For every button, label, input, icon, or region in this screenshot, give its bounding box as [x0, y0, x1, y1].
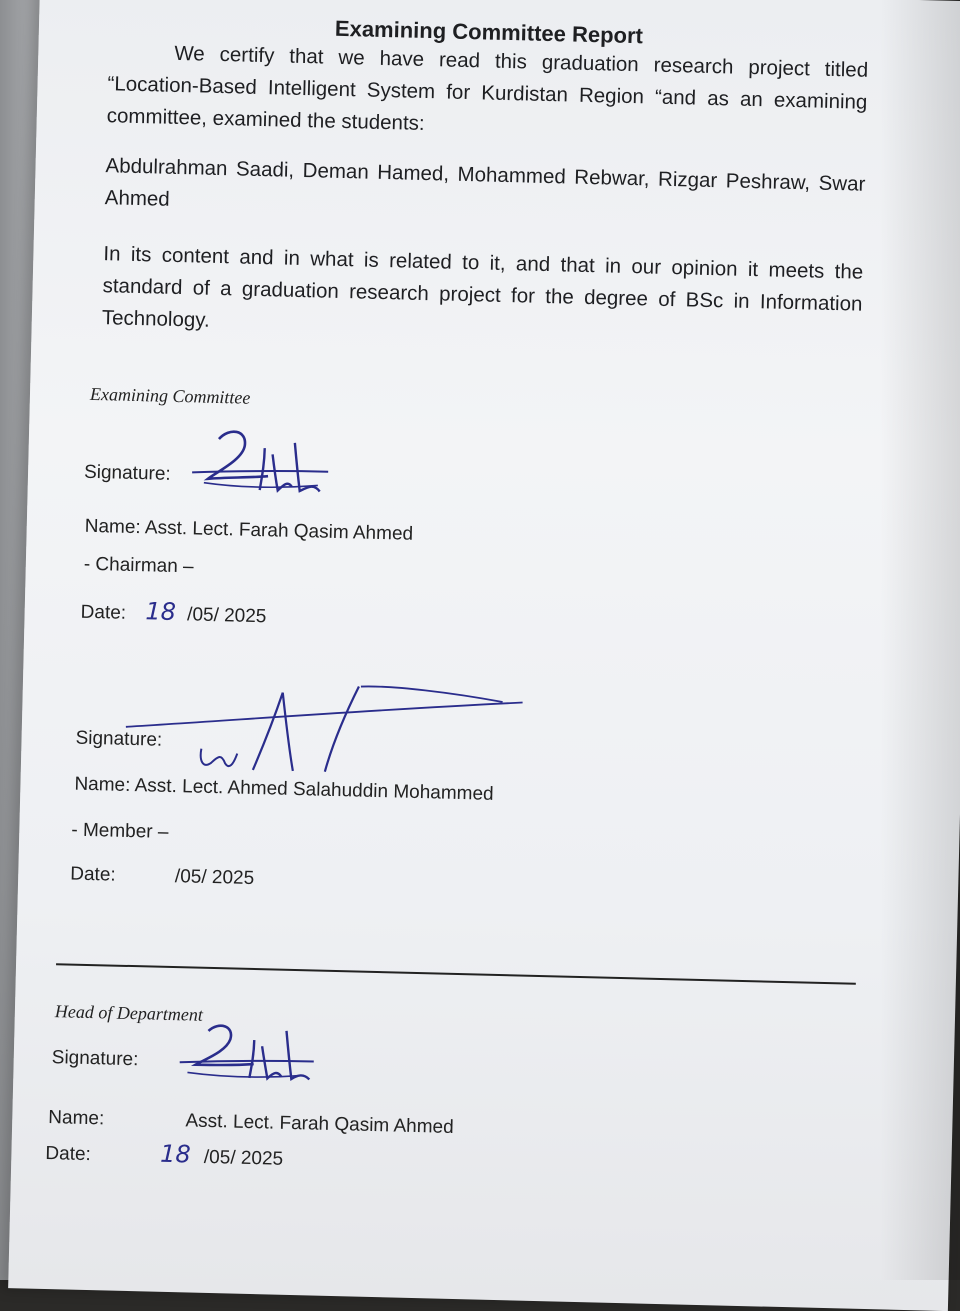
member-signature-label: Signature:	[75, 727, 163, 751]
hod-signature-label: Signature:	[51, 1047, 139, 1071]
hod-name-label: Name:	[48, 1107, 105, 1130]
member-signature-icon	[121, 671, 544, 791]
hod-date-rest: /05/ 2025	[203, 1146, 284, 1170]
chairman-date-rest: /05/ 2025	[186, 604, 267, 628]
hod-date-row	[45, 1137, 283, 1171]
member-date-row	[70, 864, 254, 890]
chairman-role: - Chairman –	[83, 553, 194, 578]
member-date-label: Date:	[70, 863, 116, 886]
hod-date-label: Date:	[45, 1143, 92, 1166]
chairman-date-row	[80, 596, 266, 629]
student-names: Abdulrahman Saadi, Deman Hamed, Mohammed Rebwar, Rizgar Peshraw, Swar Ahmed	[104, 154, 866, 211]
chairman-name: Name: Asst. Lect. Farah Qasim Ahmed	[84, 515, 414, 545]
section-divider	[56, 963, 856, 984]
hod-name-row	[48, 1107, 454, 1139]
chairman-signature-label: Signature:	[83, 461, 171, 485]
hod-signature-icon	[173, 1018, 335, 1092]
member-role: - Member –	[71, 819, 169, 843]
page-title: Examining Committee Report	[334, 15, 644, 49]
hod-date-day: 18	[159, 1139, 192, 1169]
opinion-paragraph: In its content and in what is related to it, and that in our opinion it meets the standard of a graduation research project for the degree of BSc in Information Technology.	[101, 242, 864, 332]
document-sheet	[8, 0, 960, 1311]
chairman-date-label: Date:	[80, 601, 127, 624]
head-of-department-heading: Head of Department	[54, 1001, 204, 1025]
committee-heading: Examining Committee	[89, 383, 251, 408]
member-date-rest: /05/ 2025	[174, 866, 255, 890]
hod-name-value: Asst. Lect. Farah Qasim Ahmed	[185, 1110, 454, 1138]
chairman-date-day: 18	[145, 597, 177, 627]
chairman-signature-icon	[187, 422, 349, 506]
member-name: Name: Asst. Lect. Ahmed Salahuddin Mohammed	[74, 773, 494, 805]
certification-paragraph: We certify that we have read this graduation research project titled “Location-Based Intelligent System for Kurdistan Region “and as an examining committee, examined the students:	[106, 41, 869, 135]
